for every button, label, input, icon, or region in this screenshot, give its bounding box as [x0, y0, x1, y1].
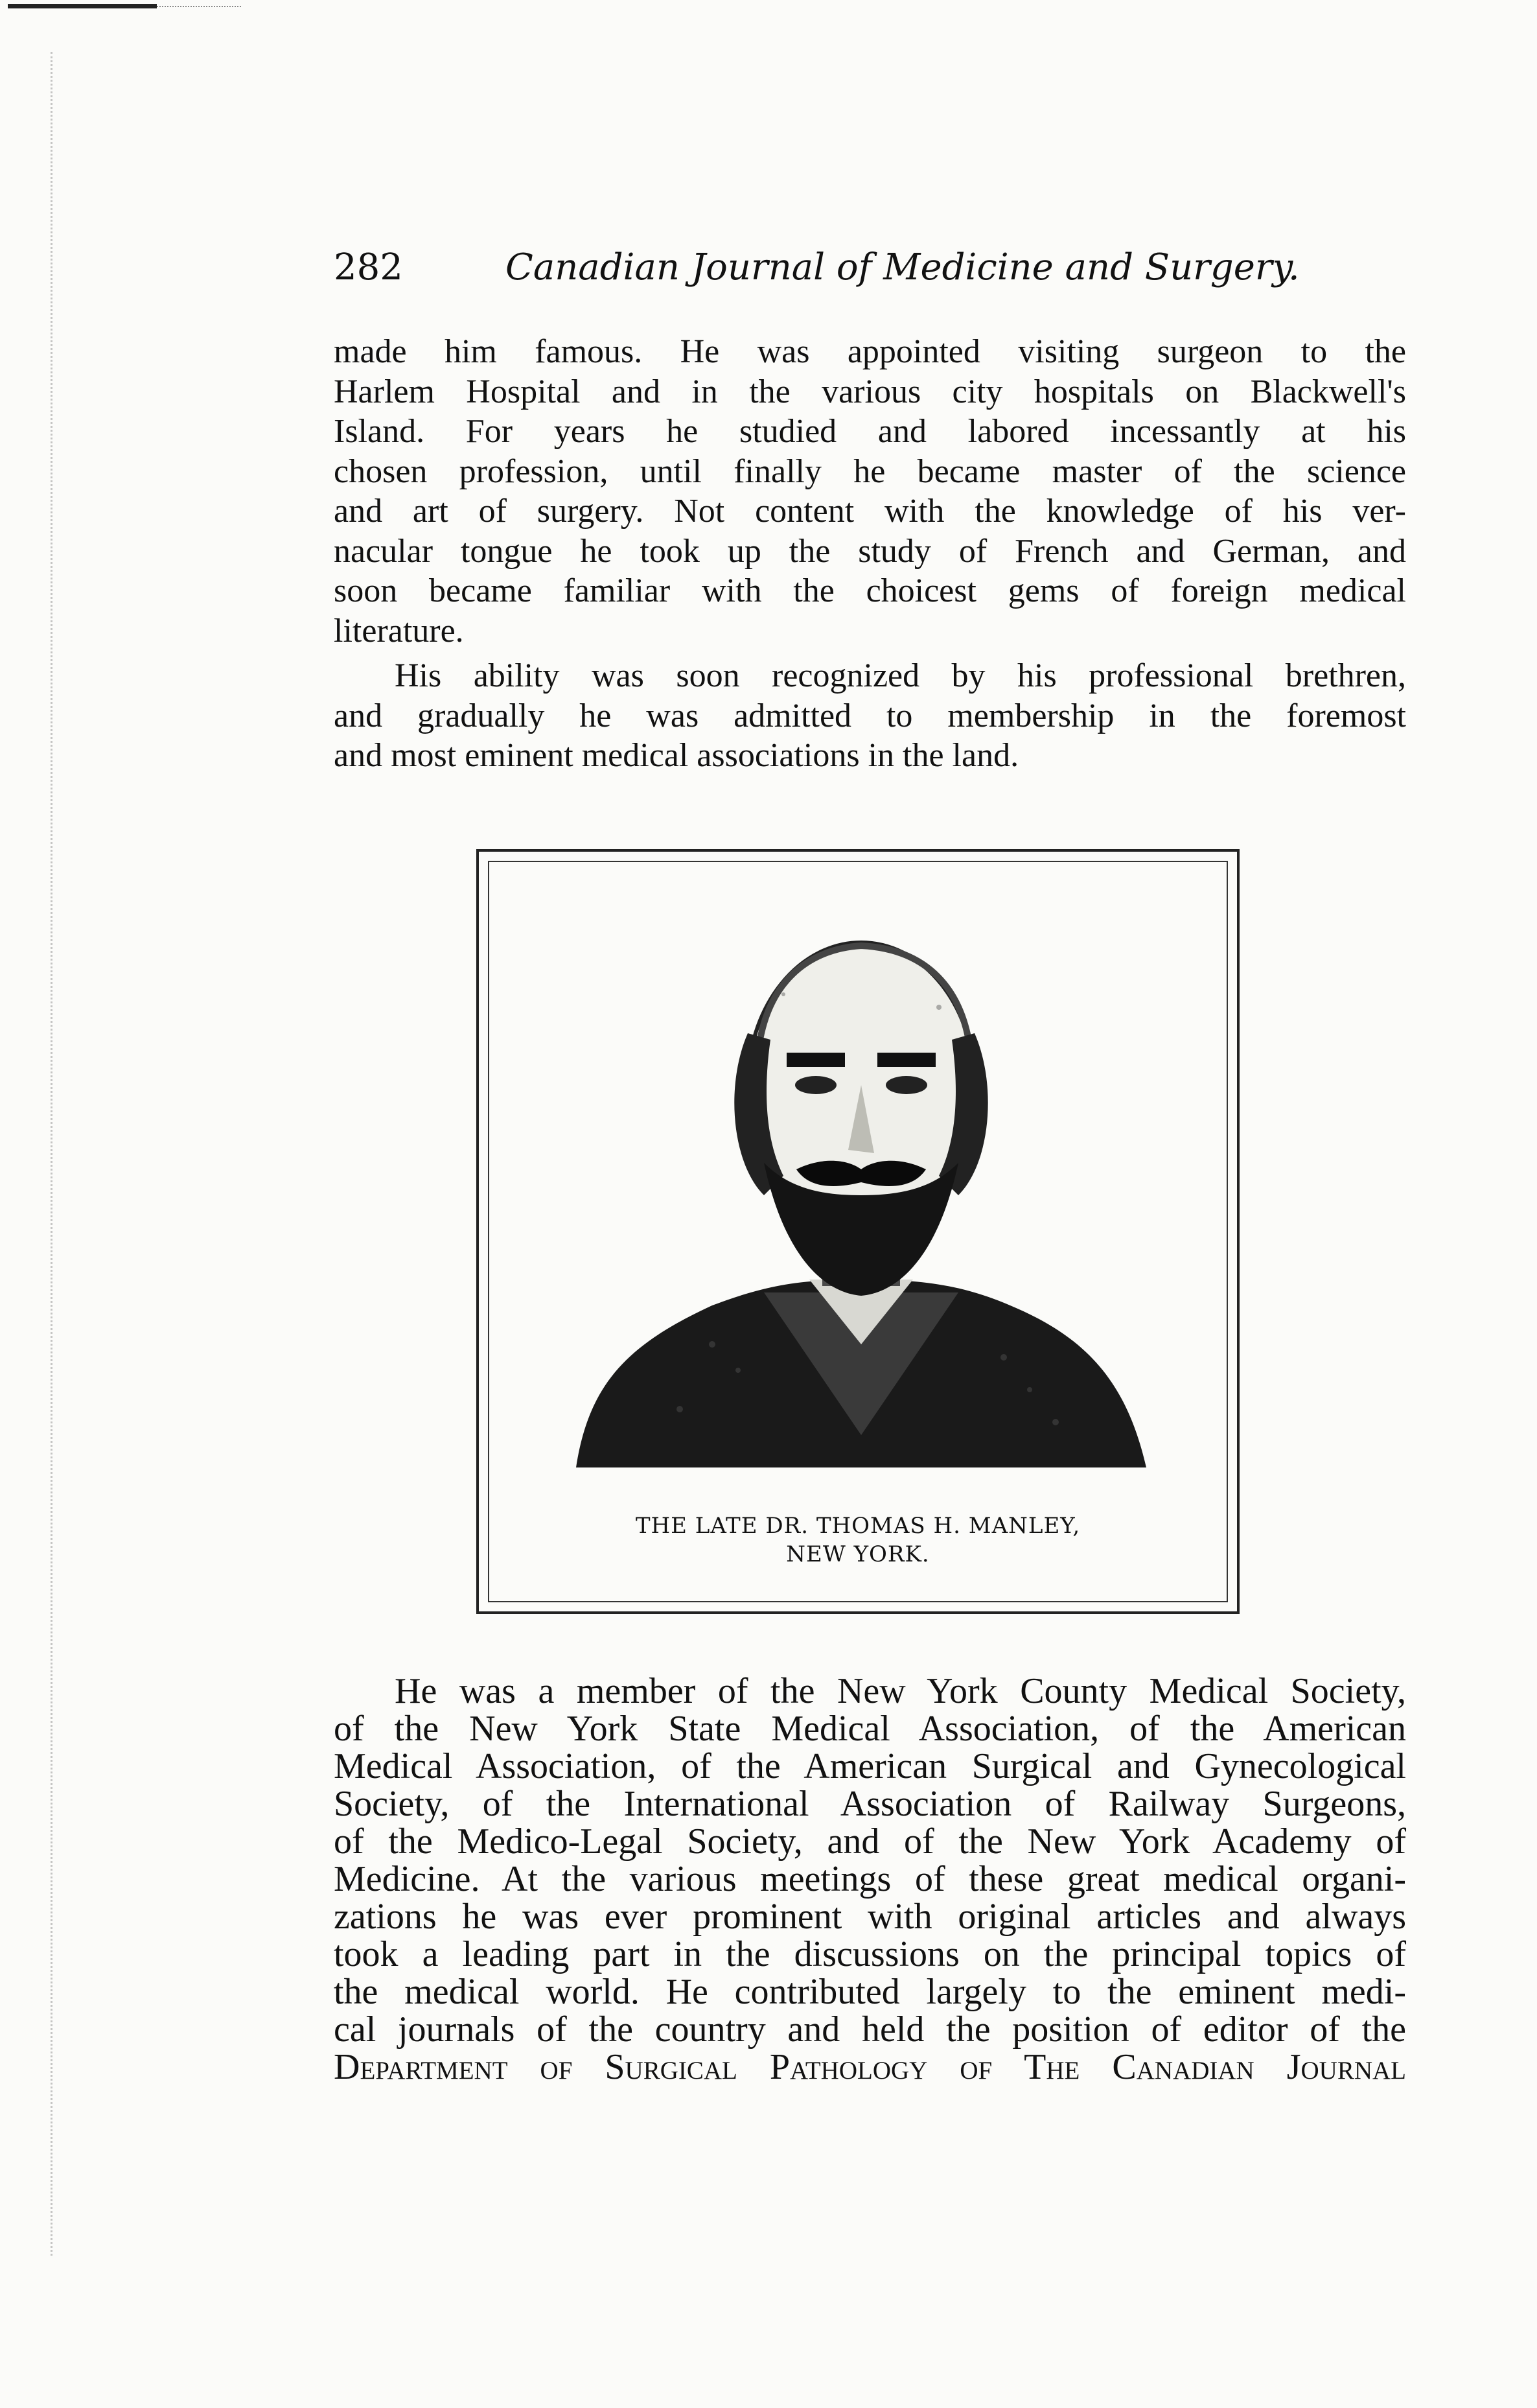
figure-caption-line-1: THE LATE DR. THOMAS H. MANLEY, [635, 1513, 1081, 1539]
text-line: the medical world. He contributed largely to the eminent medi- [334, 1972, 1406, 2012]
text-line: chosen profession, until finally he became master of the science [334, 452, 1406, 490]
top-edge-rule-faint [157, 6, 241, 8]
paragraph-continued [334, 332, 1406, 651]
text-line: cal journals of the country and held the position of editor of the [334, 2009, 1406, 2050]
paragraph-memberships [334, 1672, 1406, 2086]
text-line: Harlem Hospital and in the various city hospitals on Blackwell's [334, 373, 1406, 410]
text-line: Medicine. At the various meetings of these great medical organi- [334, 1859, 1406, 1899]
running-head [334, 245, 1300, 290]
text-line: He was a member of the New York County Medical Society, [395, 1671, 1406, 1711]
left-margin-specks [51, 52, 59, 2256]
text-line: took a leading part in the discussions on the principal topics of [334, 1934, 1406, 1974]
page-number: 282 [334, 246, 403, 288]
text-line: made him famous. He was appointed visiting surgeon to the [334, 333, 1406, 370]
text-line: of the New York State Medical Association, of the American [334, 1709, 1406, 1749]
text-line: Island. For years he studied and labored incessantly at his [334, 413, 1406, 450]
text-line: soon became familiar with the choicest gems of foreign medical [334, 572, 1406, 609]
text-line: Department of Surgical Pathology of The Canadian Journal [334, 2047, 1406, 2087]
text-line: of the Medico-Legal Society, and of the New York Academy of [334, 1821, 1406, 1862]
figure-caption-line-2: NEW YORK. [786, 1541, 930, 1567]
journal-title: Canadian Journal of Medicine and Surgery. [505, 246, 1300, 288]
text-line: Medical Association, of the American Surgical and Gynecological [334, 1746, 1406, 1786]
text-line: literature. [334, 612, 464, 649]
portrait-image [550, 891, 1172, 1474]
text-line: and art of surgery. Not content with the knowledge of his ver- [334, 493, 1406, 530]
text-line: and most eminent medical associations in the land. [334, 737, 1019, 774]
text-line: zations he was ever prominent with original articles and always [334, 1897, 1406, 1937]
text-line: His ability was soon recognized by his professional brethren, [395, 657, 1406, 694]
paragraph-ability [334, 656, 1406, 776]
text-line: Society, of the International Association of Railway Surgeons, [334, 1784, 1406, 1824]
text-line: and gradually he was admitted to membership in the foremost [334, 697, 1406, 734]
top-edge-rule [8, 4, 157, 8]
text-line: nacular tongue he took up the study of French and German, and [334, 532, 1406, 570]
portrait-figure [476, 849, 1240, 1614]
